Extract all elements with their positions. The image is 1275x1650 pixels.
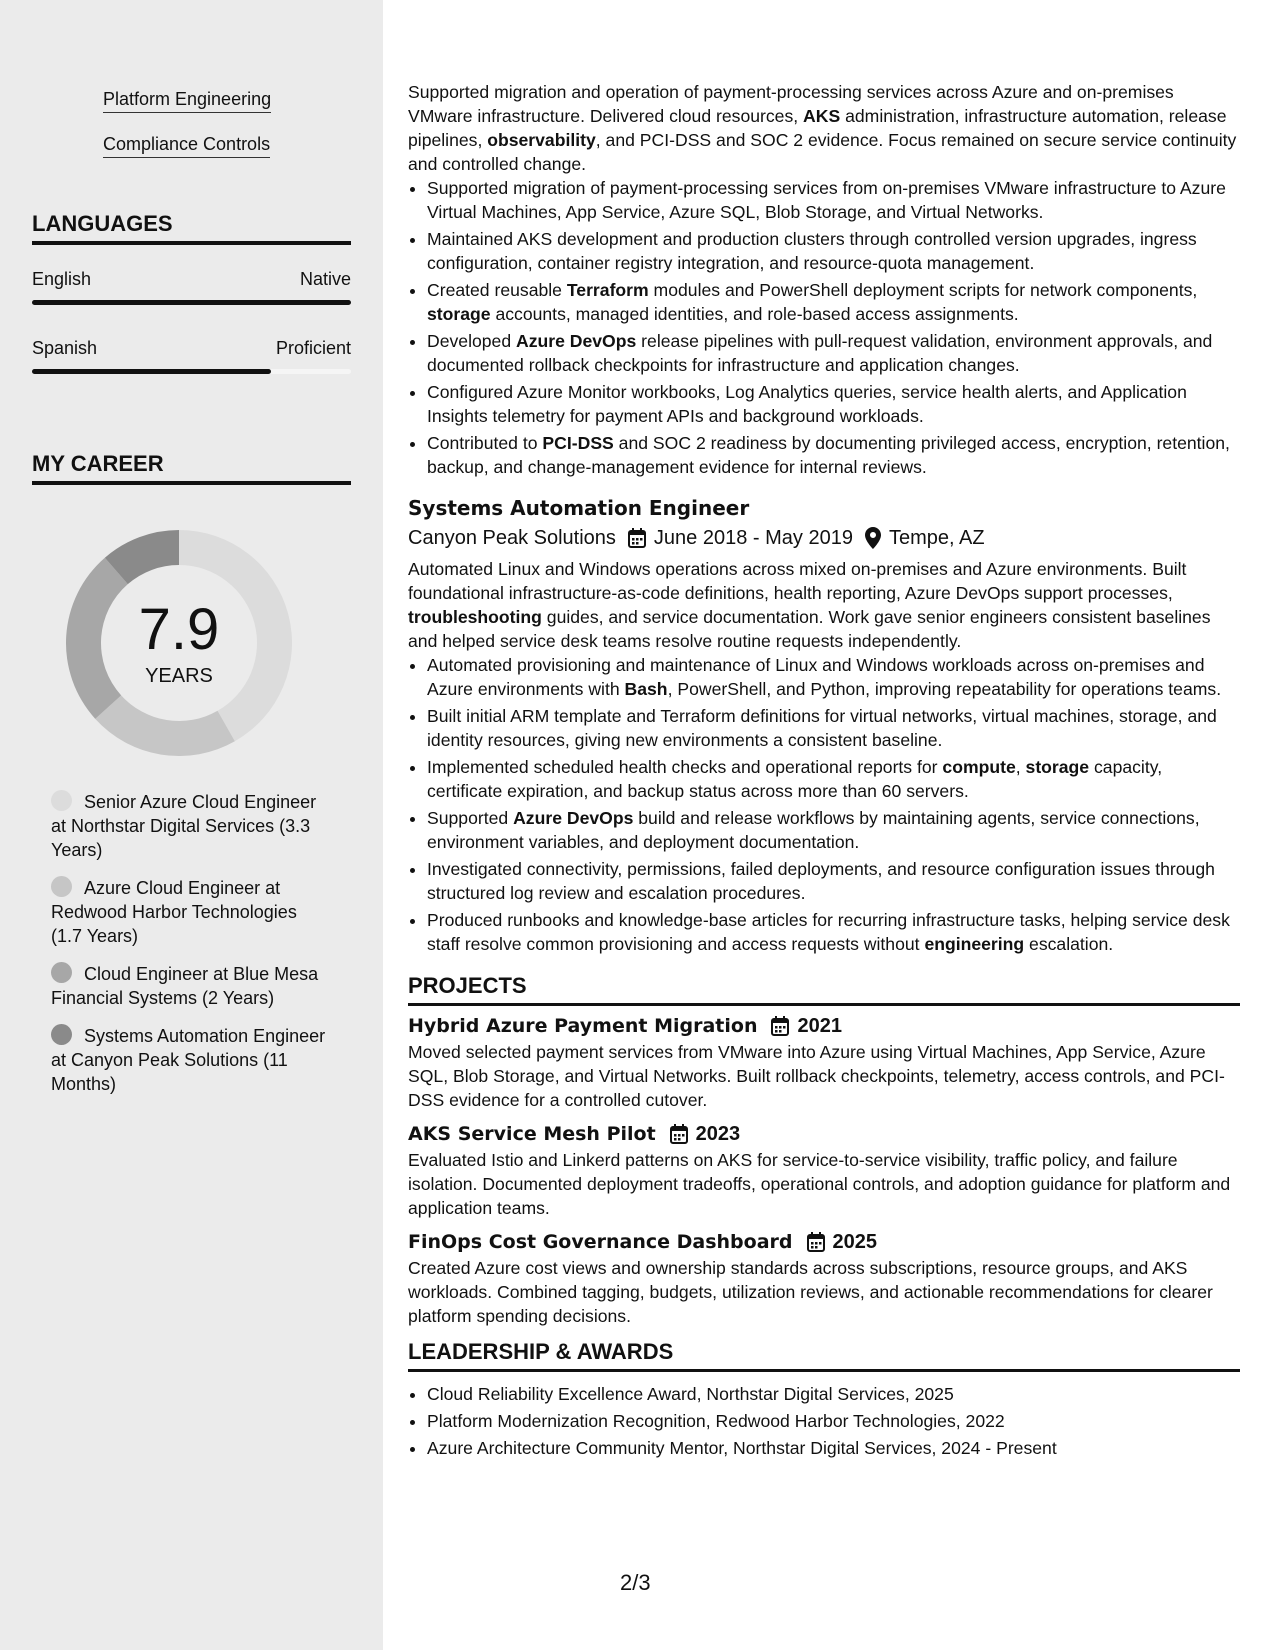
project-name: FinOps Cost Governance Dashboard xyxy=(408,1231,793,1253)
career-heading: MY CAREER xyxy=(32,451,351,485)
career-legend-item xyxy=(51,962,331,1010)
calendar-icon xyxy=(656,1124,696,1144)
calendar-icon xyxy=(628,528,646,548)
list-item: • Automated provisioning and maintenance of Linux and Windows workloads across on-premises and Azure environments with Bash, PowerShell, and Python, improving repeatability for operations teams. xyxy=(427,653,1240,701)
awards-heading: LEADERSHIP & AWARDS xyxy=(408,1338,1240,1372)
list-item: • Created reusable Terraform modules and PowerShell deployment scripts for network components, storage accounts, managed identities, and role-based access assignments. xyxy=(427,278,1240,326)
project-description: Moved selected payment services from VMware into Azure using Virtual Machines, App Service, Azure SQL, Blob Storage, and Virtual Networks. Built rollback checkpoints, telemetry, access controls, and PCI-DSS evidence for a controlled cutover. xyxy=(408,1042,1225,1110)
list-item: • Contributed to PCI-DSS and SOC 2 readiness by documenting privileged access, encryption, retention, backup, and change-management evidence for internal reviews. xyxy=(427,431,1240,479)
job-meta xyxy=(408,524,1240,552)
career-legend-label: Azure Cloud Engineer at Redwood Harbor Technologies (1.7 Years) xyxy=(51,878,297,946)
project-header xyxy=(408,1012,1240,1040)
language-level: Native xyxy=(299,269,351,289)
language-name: English xyxy=(32,269,92,289)
list-item: • Investigated connectivity, permissions, failed deployments, and resource configuration issues through structured log review and escalation procedures. xyxy=(427,857,1240,905)
location-pin-icon xyxy=(865,527,881,549)
list-item: • Maintained AKS development and production clusters through controlled version upgrades, ingress configuration, container registry integration, and resource-quota management. xyxy=(427,227,1240,275)
project-description: Evaluated Istio and Linkerd patterns on AKS for service-to-service visibility, traffic policy, and failure isolation. Documented deployment tradeoffs, operational controls, and adoption guidance for platform and application teams. xyxy=(408,1150,1231,1218)
career-legend-item xyxy=(51,1024,331,1096)
project-header xyxy=(408,1120,1240,1148)
list-item: • Supported migration of payment-processing services from on-premises VMware infrastructure to Azure Virtual Machines, App Service, Azure SQL, Blob Storage, and Virtual Networks. xyxy=(427,176,1240,224)
list-item: • Developed Azure DevOps release pipelines with pull-request validation, environment approvals, and documented rollback checkpoints for infrastructure and application changes. xyxy=(427,329,1240,377)
awards-list xyxy=(408,1382,1240,1460)
project-name: Hybrid Azure Payment Migration xyxy=(408,1015,758,1037)
career-total-value: 7.9 xyxy=(138,597,220,662)
career-total-unit: YEARS xyxy=(145,665,213,687)
job-bullet-list xyxy=(408,653,1240,956)
language-proficiency-fill xyxy=(32,369,271,374)
list-item: • Platform Modernization Recognition, Redwood Harbor Technologies, 2022 xyxy=(427,1409,1240,1433)
list-item: • Configured Azure Monitor workbooks, Log Analytics queries, service health alerts, and Application Insights telemetry for payment APIs and background workloads. xyxy=(427,380,1240,428)
legend-dot xyxy=(51,962,72,983)
donut-segment xyxy=(95,695,235,756)
career-legend-label: Cloud Engineer at Blue Mesa Financial Systems (2 Years) xyxy=(51,964,319,1008)
languages-heading: LANGUAGES xyxy=(32,211,351,245)
language-proficiency-fill xyxy=(32,300,351,305)
project-year: 2023 xyxy=(695,1123,741,1145)
list-item: • Built initial ARM template and Terraform definitions for virtual networks, virtual machines, storage, and identity resources, giving new environments a consistent baseline. xyxy=(427,704,1240,752)
job-title: Systems Automation Engineer xyxy=(408,496,750,520)
calendar-icon xyxy=(757,1016,797,1036)
page-number: 2/3 xyxy=(620,1570,651,1595)
projects-heading: PROJECTS xyxy=(408,972,1240,1006)
career-legend xyxy=(51,790,331,1110)
skill-item: Compliance Controls xyxy=(103,133,270,158)
list-item: • Supported Azure DevOps build and release workflows by maintaining agents, service connections, environment variables, and deployment documentation. xyxy=(427,806,1240,854)
career-legend-label: Systems Automation Engineer at Canyon Peak Solutions (11 Months) xyxy=(51,1026,326,1094)
language-proficiency-bar xyxy=(32,300,351,305)
project-header xyxy=(408,1228,1240,1256)
career-legend-item xyxy=(51,790,331,862)
legend-dot xyxy=(51,1024,72,1045)
job-company: Canyon Peak Solutions xyxy=(408,527,616,549)
main-content xyxy=(408,80,1240,1463)
job-intro: Automated Linux and Windows operations across mixed on-premises and Azure environments. Built foundational infrastructure-as-code definitions, health reporting, Azure DevOps support processes, troubleshooting guides, and service documentation. Work gave senior engineers consistent baselines and helped service desk teams resolve routine requests independently. xyxy=(408,559,1211,651)
project-description: Created Azure cost views and ownership standards across subscriptions, resource groups, and AKS workloads. Combined tagging, budgets, utilization reviews, and actionable recommendations for clearer platform spending decisions. xyxy=(408,1258,1213,1326)
job-intro: Supported migration and operation of payment-processing services across Azure and on-premises VMware infrastructure. Delivered cloud resources, AKS administration, infrastructure automation, release pipelines, observability, and PCI-DSS and SOC 2 evidence. Focus remained on secure service continuity and controlled change. xyxy=(408,82,1237,174)
list-item: • Produced runbooks and knowledge-base articles for recurring infrastructure tasks, helping service desk staff resolve common provisioning and access requests without engineering escalation. xyxy=(427,908,1240,956)
list-item: • Azure Architecture Community Mentor, Northstar Digital Services, 2024 - Present xyxy=(427,1436,1240,1460)
sidebar xyxy=(0,0,383,1650)
legend-dot xyxy=(51,790,72,811)
list-item: • Cloud Reliability Excellence Award, Northstar Digital Services, 2025 xyxy=(427,1382,1240,1406)
projects-list xyxy=(408,1012,1240,1328)
skill-item: Platform Engineering xyxy=(103,88,271,113)
job-location: Tempe, AZ xyxy=(888,527,985,549)
legend-dot xyxy=(51,876,72,897)
language-level: Proficient xyxy=(275,338,351,358)
language-name: Spanish xyxy=(32,338,98,358)
language-proficiency-bar xyxy=(32,369,351,374)
career-legend-label: Senior Azure Cloud Engineer at Northstar Digital Services (3.3 Years) xyxy=(51,792,317,860)
project-year: 2021 xyxy=(797,1015,842,1037)
list-item: • Implemented scheduled health checks and operational reports for compute, storage capacity, certificate expiration, and backup status across more than 60 servers. xyxy=(427,755,1240,803)
project-name: AKS Service Mesh Pilot xyxy=(408,1123,656,1145)
career-legend-item xyxy=(51,876,331,948)
project-year: 2025 xyxy=(832,1231,877,1253)
job-bullet-list xyxy=(408,176,1240,479)
job-dates: June 2018 - May 2019 xyxy=(653,527,853,549)
calendar-icon xyxy=(793,1232,833,1252)
